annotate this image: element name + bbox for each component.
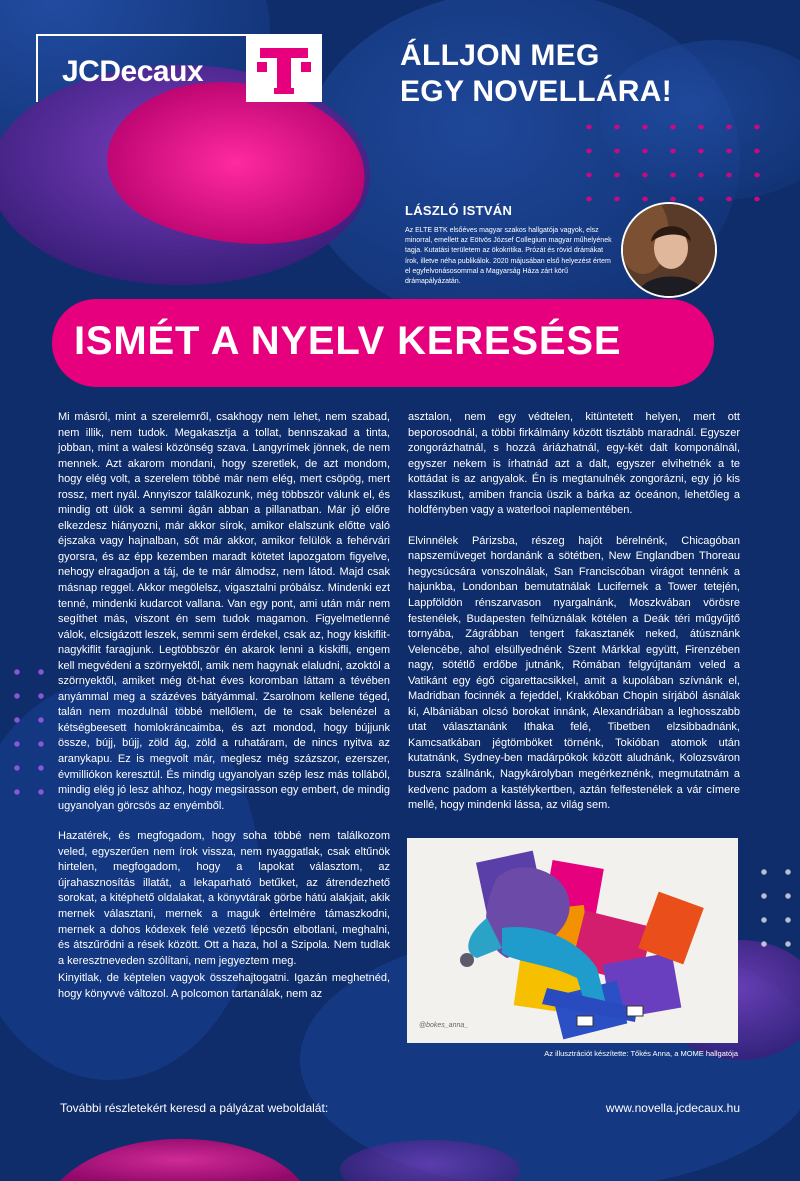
footer-website-link[interactable]: www.novella.jcdecaux.hu	[605, 1101, 740, 1115]
dot-pattern-left	[5, 660, 45, 800]
paragraph: Mi másról, mint a szerelemről, csakhogy nem lehet, nem szabad, nem illik, nem tudok. Megakasztja a tollat, bennszakad a tinta, jobban, mint a walesi közönség szava. Langyrímek jönnek, de nem mennek. Azt akarom mondani, hogy szeretlek, de azt mondom, hogy elég volt, a szerelem többé már nem elég, mert csöpög, mert rossz, mert nyál. Annyiszor találkozunk, még többször válunk el, és mindig ott ülök a semmi ágán abban a pillanatban. Már jó előre elkezdesz hiányozni, már akkor sírok, amikor elalszunk előtte való éjszaka vagy hajnalban, sőt már akkor, amikor felülök a fehérvári gyorsra, és az épp kezemben maradt kötetet lapozgatom figyelve, nehogy elragadjon a táj, de te már álmodsz, nem látod. Majd csak másnap reggel. Akkor megölelsz, vigasztalni próbálsz. Mindenki ezt tenné, mindenki kudarcot vallana. Van egy pont, ami után már nem segíthet más, viszont én sem tudok magamon. Figyelmetlenné válok, elcsigázott leszek, semmi sem érdekel, csak az, hogy kiskiflit-nagykiflit faragjunk. Legtöbbször én akarok lenni a kiskifli, engem kell megvédeni a szörnyektől, amik nem hagynak elaludni, azoktól a szörnyektől, amiket még öt-hat éves koromban láttam a tévében anyámmal meg a százéves bátyámmal. Zsarolnom kellene téged, talán nem mozdulnál többé mellőlem, de te csak belenézel a kétségbeesett homlokráncaimba, és azt mondod, hogy bújjunk össze, bújj, bújj, zöld ág, zöld a ruhatáram, de nincs nyitva az aranykapu. Ez is megvolt már, meglesz még százszor, ezerszer, évmilliókon keresztül. És mindig ugyanolyan szép lesz más tollából, mindig elég jó lesz ahhoz, hogy megsirasson egy embert, de mindig ugyanolyan görcsös az enyémből.	[58, 411, 390, 812]
headline	[400, 38, 672, 110]
dot-pattern-top-right	[575, 115, 775, 205]
illustration-artwork	[407, 838, 738, 1043]
illustration-signature: @bokes_anna_	[419, 1022, 469, 1029]
telekom-logo	[246, 34, 322, 102]
jcdecaux-logo: JCDecaux	[62, 55, 204, 88]
footer-info-text: További részletekért keresd a pályázat weboldalát:	[60, 1101, 329, 1115]
story-title: ISMÉT A NYELV KERESÉSE	[74, 319, 622, 363]
paragraph: asztalon, nem egy védtelen, kitüntetett helyen, mert ott beporosodnál, a többi firkálmány között tisztább maradnál. Egyszer zongorázhatnál, s hozzá áriázhatnál, egy-két dalt komponálnál, egyszer nekem is írhatnád azt a dalt, egyszer elvihetnék a te kottádat is az angyalok. Én is megtanulnék zongorázni, egy jó kis klasszikust, amiben francia üszik a bárka az óceánon, lehetőleg a holdfényben vagy a waterlooi naplementében.	[408, 411, 740, 517]
paragraph: Hazatérek, és megfogadom, hogy soha többé nem találkozom veled, egyszerűen nem írok vissza, nem nyaggatlak, csak eltűnök hirtelen, megfogadom, hogy a lapokat választom, az újrahasznosítás illatát, a lekaparható betűket, az átrendezhető sorokat, a kitéphető oldalakat, a könyvtárak görbe hátú alakjait, akik mernek választani, mernek a maguk értelmére támaszkodni, mernek a dohos kódexek felé vezető lépcsőn elbotlani, meghalni, és átszűrődni a rések között. Ott a haza, hol a Szipola. Nem tudlak a keresztneveden szólítani, nem jegyeztem meg.	[58, 830, 390, 967]
header	[0, 0, 800, 120]
text-column-left	[58, 410, 390, 1017]
headline-line1: ÁLLJON MEG	[400, 39, 600, 72]
portrait-image	[623, 204, 715, 296]
headline-line2: EGY NOVELLÁRA!	[400, 75, 673, 108]
dot-pattern-right	[752, 860, 800, 950]
telekom-t-icon	[246, 34, 322, 102]
illustration-caption: Az illusztrációt készítette: Tőkés Anna, a MOME hallgatója	[544, 1049, 738, 1058]
author-bio: Az ELTE BTK elsőéves magyar szakos hallgatója vagyok, elsz minorral, emellett az Eötvös József Collegium magyar műhelyének tagja. Kutatási területem az ökokritika. Prózát és rövid drámákat írok, illetve néha publikálok. 2020 májusában első helyezést értem el egyfelvonásosommal a Magyarság Háza zárt körű drámapályázatán.	[405, 227, 612, 286]
text-column-right	[408, 410, 740, 829]
paragraph: Elvinnélek Párizsba, részeg hajót bérelnénk, Chicagóban napszemüveget hordanánk a sötétben, New Englandben Thoreau hegycsúcsára vonszolnálak, San Franciscóban virágot tennénk a hajunkba, Londonban bemutatnálak Lucifernek a Tower tetején, Lappföldön rénszarvason nyargalnánk, Moszkvában vörösre festenélek, Budapesten felhúználak kötélen a Deák téri műgyűjtő tornyába, Zágrábban tengert fakasztanék neked, átúsznánk Velencébe, ahol elsüllyednénk Szent Márkkal együtt, Firenzében nagy, sötétlő erdőbe jutnánk, Rómában felgyújtanám veled a Vatikánt egy égő cigarettacsikkel, amit a kupolában szívnánk el, Madridban focinnék a fejeddel, Krakkóban Chopin sírjából ásnálak ki, Albániában olcsó borokat innánk, Alexandriában a leghosszabb utat választanánk Ithaka felé, Tibetben elzsibbadnánk, Kamcsatkában jégtömböket törnénk, Tokióban atomok után kutatnánk, Sydney-ben madárpókok között aludnánk, Kolozsváron buszra szállnánk, Nagykárolyban megérkeznénk, megmutatnám a kedvenc padom a kastélykertben, aztán felfestenélek a vár címere mellé, hogy mindenki lássa, az világ sem.	[408, 534, 740, 812]
author-block	[405, 203, 617, 287]
author-photo	[621, 202, 717, 298]
illustration	[407, 838, 738, 1043]
paragraph: Kinyitlak, de képtelen vagyok összehajtogatni. Igazán meghetnéd, hogy könyvvé változol. A polcomon tartanálak, nem az	[58, 972, 390, 1000]
author-name: LÁSZLÓ ISTVÁN	[405, 203, 513, 218]
